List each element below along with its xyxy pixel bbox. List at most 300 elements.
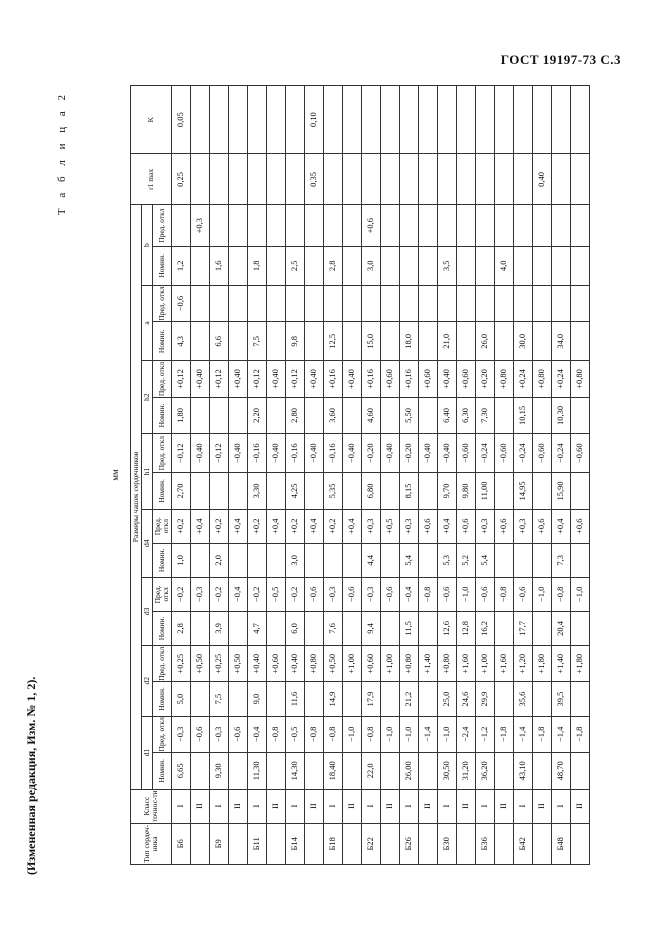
cell-an: 34,0 xyxy=(551,322,570,361)
cell-h2d: +0,16 xyxy=(399,361,418,398)
cell-b_dev xyxy=(456,205,475,246)
cell-k xyxy=(209,86,228,154)
cell-b_dev xyxy=(380,205,399,246)
cell-d3n: 17,7 xyxy=(513,611,532,645)
cell-h1n: 3,30 xyxy=(247,473,266,510)
cell-d1d: −0,8 xyxy=(323,716,342,753)
cell-h1n xyxy=(209,473,228,510)
cell-k xyxy=(399,86,418,154)
cell-type: Б18 xyxy=(323,823,342,864)
cell-an xyxy=(342,322,361,361)
cell-h2d: +0,20 xyxy=(475,361,494,398)
cell-a_dev xyxy=(190,285,209,322)
cell-h2d: +0,24 xyxy=(513,361,532,398)
table-row xyxy=(437,86,456,865)
table-row xyxy=(551,86,570,865)
cell-d4d: +0,6 xyxy=(570,509,589,543)
cell-h1n xyxy=(266,473,285,510)
cell-d3d: −0,2 xyxy=(285,577,304,611)
cell-d1d: −1,8 xyxy=(532,716,551,753)
cell-cls: I xyxy=(437,789,456,823)
cell-a_dev xyxy=(532,285,551,322)
cell-type: Б22 xyxy=(361,823,380,864)
units-label: мм xyxy=(110,469,120,481)
cell-cls: I xyxy=(513,789,532,823)
cell-h1d: −0,60 xyxy=(456,434,475,473)
cell-d3n xyxy=(570,611,589,645)
cell-a_dev xyxy=(342,285,361,322)
table-row xyxy=(209,86,228,865)
cell-b_dev xyxy=(513,205,532,246)
cell-cls: II xyxy=(494,789,513,823)
cell-d4d: +0,3 xyxy=(475,509,494,543)
cell-d3n xyxy=(418,611,437,645)
subheader-dev: Пред. откл xyxy=(152,645,171,682)
cell-h1n: 15,90 xyxy=(551,473,570,510)
cell-h1d: −0,12 xyxy=(209,434,228,473)
cell-a_dev xyxy=(494,285,513,322)
cell-d2n: 29,9 xyxy=(475,682,494,716)
cell-d2n: 14,9 xyxy=(323,682,342,716)
header-d3: d3 xyxy=(141,577,152,645)
cell-h1d: −0,20 xyxy=(399,434,418,473)
cell-d3d: −0,3 xyxy=(361,577,380,611)
cell-type xyxy=(570,823,589,864)
cell-a_dev xyxy=(399,285,418,322)
cell-h1n xyxy=(418,473,437,510)
cell-type xyxy=(228,823,247,864)
cell-d2n: 11,6 xyxy=(285,682,304,716)
cell-h2d: +0,40 xyxy=(266,361,285,398)
header-a: a xyxy=(141,285,152,360)
cell-bn xyxy=(513,246,532,285)
cell-d2d: +0,40 xyxy=(285,645,304,682)
cell-d3n: 3,9 xyxy=(209,611,228,645)
cell-d1n xyxy=(570,753,589,790)
subheader-nom: Номин. xyxy=(152,246,171,285)
cell-d4n: 5,4 xyxy=(475,543,494,577)
table-row xyxy=(228,86,247,865)
cell-h2n xyxy=(494,397,513,434)
cell-b_dev: +0,3 xyxy=(190,205,209,246)
cell-h2d: +0,80 xyxy=(570,361,589,398)
cell-d1n: 11,30 xyxy=(247,753,266,790)
cell-an: 9,8 xyxy=(285,322,304,361)
cell-d1n xyxy=(304,753,323,790)
cell-type: Б30 xyxy=(437,823,456,864)
cell-d4n xyxy=(323,543,342,577)
cell-cls: I xyxy=(399,789,418,823)
cell-r xyxy=(190,154,209,205)
cell-d3d: −0,6 xyxy=(304,577,323,611)
cell-k xyxy=(361,86,380,154)
cell-d3d: −0,6 xyxy=(342,577,361,611)
cell-d2d: +1,40 xyxy=(418,645,437,682)
cell-bn: 1,2 xyxy=(171,246,190,285)
cell-a_dev xyxy=(323,285,342,322)
cell-an xyxy=(304,322,323,361)
cell-an xyxy=(228,322,247,361)
cell-b_dev xyxy=(418,205,437,246)
cell-k xyxy=(532,86,551,154)
cell-h2n: 1,80 xyxy=(171,397,190,434)
cell-a_dev xyxy=(418,285,437,322)
subheader-nom: Номин. xyxy=(152,682,171,716)
table-row xyxy=(456,86,475,865)
cell-b_dev xyxy=(551,205,570,246)
cell-d4n: 5,3 xyxy=(437,543,456,577)
cell-bn: 3,0 xyxy=(361,246,380,285)
cell-k: 0,05 xyxy=(171,86,190,154)
cell-r xyxy=(342,154,361,205)
cell-d2d: +0,25 xyxy=(209,645,228,682)
cell-type xyxy=(456,823,475,864)
cell-h2d: +0,60 xyxy=(418,361,437,398)
cell-h1d: −0,40 xyxy=(266,434,285,473)
cell-d4d: +0,4 xyxy=(551,509,570,543)
cell-d1d: −0,8 xyxy=(266,716,285,753)
cell-d4d: +0,2 xyxy=(285,509,304,543)
cell-d4n xyxy=(304,543,323,577)
cell-d2n xyxy=(380,682,399,716)
cell-d2n xyxy=(190,682,209,716)
table-row xyxy=(513,86,532,865)
cell-an: 6,6 xyxy=(209,322,228,361)
cell-b_dev xyxy=(532,205,551,246)
cell-h2n xyxy=(342,397,361,434)
cell-d2d: +1,80 xyxy=(570,645,589,682)
cell-an xyxy=(456,322,475,361)
cell-d4n xyxy=(380,543,399,577)
cell-r xyxy=(551,154,570,205)
cell-a_dev xyxy=(304,285,323,322)
cell-h1n xyxy=(380,473,399,510)
cell-bn xyxy=(380,246,399,285)
cell-d4d: +0,2 xyxy=(171,509,190,543)
cell-an xyxy=(418,322,437,361)
cell-an: 26,0 xyxy=(475,322,494,361)
cell-r xyxy=(570,154,589,205)
cell-d1d: −1,4 xyxy=(513,716,532,753)
cell-h2n: 2,20 xyxy=(247,397,266,434)
table-row xyxy=(361,86,380,865)
cell-bn: 1,6 xyxy=(209,246,228,285)
cell-d4n xyxy=(247,543,266,577)
cell-d4n: 5,4 xyxy=(399,543,418,577)
cell-h1n: 5,35 xyxy=(323,473,342,510)
cell-d4d: +0,6 xyxy=(418,509,437,543)
cell-k xyxy=(380,86,399,154)
cell-cls: I xyxy=(323,789,342,823)
cell-cls: I xyxy=(285,789,304,823)
cell-d1n: 9,30 xyxy=(209,753,228,790)
cell-d1d: −1,8 xyxy=(570,716,589,753)
cell-d2d: +1,00 xyxy=(342,645,361,682)
cell-type xyxy=(418,823,437,864)
cell-cls: I xyxy=(247,789,266,823)
cell-k xyxy=(228,86,247,154)
cell-d2d: +1,60 xyxy=(494,645,513,682)
dimensions-table xyxy=(130,85,590,865)
cell-a_dev xyxy=(475,285,494,322)
cell-h1n xyxy=(494,473,513,510)
cell-d3d: −1,0 xyxy=(532,577,551,611)
cell-h1d: −0,40 xyxy=(304,434,323,473)
cell-d3d: −0,8 xyxy=(494,577,513,611)
cell-d3d: −0,6 xyxy=(380,577,399,611)
cell-d2n: 7,5 xyxy=(209,682,228,716)
cell-d2n: 25,0 xyxy=(437,682,456,716)
cell-type xyxy=(342,823,361,864)
cell-d2d: +0,50 xyxy=(190,645,209,682)
cell-h1d: −0,16 xyxy=(247,434,266,473)
cell-k: 0,10 xyxy=(304,86,323,154)
cell-b_dev xyxy=(475,205,494,246)
cell-a_dev xyxy=(437,285,456,322)
cell-k xyxy=(418,86,437,154)
subheader-nom: Номин. xyxy=(152,322,171,361)
cell-d2d: +0,80 xyxy=(437,645,456,682)
cell-cls: II xyxy=(190,789,209,823)
cell-d1n xyxy=(190,753,209,790)
cell-h2n xyxy=(570,397,589,434)
cell-d1d: −0,6 xyxy=(228,716,247,753)
cell-d2d: +1,80 xyxy=(532,645,551,682)
cell-h2d: +0,24 xyxy=(551,361,570,398)
header-d4: d4 xyxy=(141,509,152,577)
cell-k xyxy=(494,86,513,154)
cell-bn: 4,0 xyxy=(494,246,513,285)
cell-d4d: +0,3 xyxy=(513,509,532,543)
cell-d2d: +0,60 xyxy=(266,645,285,682)
cell-h2d: +0,12 xyxy=(209,361,228,398)
cell-h1d: −0,60 xyxy=(532,434,551,473)
cell-d3n: 20,4 xyxy=(551,611,570,645)
cell-h1d: −0,24 xyxy=(475,434,494,473)
cell-b_dev xyxy=(494,205,513,246)
cell-h1n: 8,15 xyxy=(399,473,418,510)
cell-d1d: −2,4 xyxy=(456,716,475,753)
cell-r xyxy=(437,154,456,205)
cell-type xyxy=(494,823,513,864)
cell-h2n: 2,80 xyxy=(285,397,304,434)
cell-h1d: −0,24 xyxy=(513,434,532,473)
cell-h2d: +0,12 xyxy=(247,361,266,398)
header-k: K xyxy=(131,86,172,154)
cell-d1n xyxy=(342,753,361,790)
table-row xyxy=(304,86,323,865)
cell-d1d: −0,3 xyxy=(171,716,190,753)
cell-d3d: −0,3 xyxy=(190,577,209,611)
cell-d3n: 4,7 xyxy=(247,611,266,645)
header-cup-sizes: Размеры чашек сердечников xyxy=(131,205,142,789)
cell-cls: I xyxy=(209,789,228,823)
cell-bn: 1,8 xyxy=(247,246,266,285)
cell-k xyxy=(437,86,456,154)
cell-an: 7,5 xyxy=(247,322,266,361)
cell-bn xyxy=(475,246,494,285)
cell-b_dev xyxy=(570,205,589,246)
cell-an xyxy=(494,322,513,361)
cell-d4d: +0,3 xyxy=(361,509,380,543)
cell-bn xyxy=(342,246,361,285)
cell-a_dev: −0,6 xyxy=(171,285,190,322)
cell-a_dev xyxy=(513,285,532,322)
cell-h2n: 10,15 xyxy=(513,397,532,434)
cell-d3d: −0,4 xyxy=(228,577,247,611)
cell-bn xyxy=(190,246,209,285)
cell-d2d: +0,50 xyxy=(323,645,342,682)
cell-h2d: +0,16 xyxy=(361,361,380,398)
subheader-dev: Пред. откл xyxy=(152,285,171,322)
cell-h2n xyxy=(266,397,285,434)
cell-cls: II xyxy=(570,789,589,823)
cell-d4d: +0,6 xyxy=(532,509,551,543)
cell-r xyxy=(285,154,304,205)
cell-d2n xyxy=(342,682,361,716)
cell-k xyxy=(456,86,475,154)
cell-d2n: 35,6 xyxy=(513,682,532,716)
cell-d4d: +0,4 xyxy=(342,509,361,543)
cell-h1d: −0,24 xyxy=(551,434,570,473)
cell-d1n xyxy=(532,753,551,790)
cell-d4d: +0,5 xyxy=(380,509,399,543)
cell-d2n: 17,9 xyxy=(361,682,380,716)
cell-bn xyxy=(399,246,418,285)
cell-bn xyxy=(456,246,475,285)
header-type: Тип сердеч-ника xyxy=(131,823,172,864)
cell-d2d: +1,40 xyxy=(551,645,570,682)
cell-b_dev xyxy=(342,205,361,246)
cell-d1n: 22,0 xyxy=(361,753,380,790)
cell-d2n xyxy=(304,682,323,716)
table-row xyxy=(266,86,285,865)
cell-cls: II xyxy=(418,789,437,823)
cell-cls: I xyxy=(551,789,570,823)
cell-r xyxy=(513,154,532,205)
cell-h1n xyxy=(570,473,589,510)
cell-a_dev xyxy=(266,285,285,322)
cell-b_dev xyxy=(247,205,266,246)
cell-a_dev xyxy=(361,285,380,322)
cell-type: Б48 xyxy=(551,823,570,864)
cell-d3n: 6,0 xyxy=(285,611,304,645)
cell-cls: II xyxy=(228,789,247,823)
cell-d1n: 48,70 xyxy=(551,753,570,790)
cell-a_dev xyxy=(456,285,475,322)
cell-d4d: +0,4 xyxy=(190,509,209,543)
cell-d1n: 26,00 xyxy=(399,753,418,790)
cell-d4n: 7,3 xyxy=(551,543,570,577)
cell-cls: II xyxy=(342,789,361,823)
cell-d1d: −1,4 xyxy=(418,716,437,753)
cell-b_dev xyxy=(437,205,456,246)
cell-d1d: −1,4 xyxy=(551,716,570,753)
cell-d2d: +0,60 xyxy=(361,645,380,682)
table-row xyxy=(494,86,513,865)
cell-r xyxy=(323,154,342,205)
cell-h1n: 14,95 xyxy=(513,473,532,510)
cell-d1n: 36,20 xyxy=(475,753,494,790)
cell-h1d: −0,16 xyxy=(285,434,304,473)
cell-d2d: +0,25 xyxy=(171,645,190,682)
cell-bn: 2,5 xyxy=(285,246,304,285)
cell-d4d: +0,4 xyxy=(437,509,456,543)
cell-bn xyxy=(532,246,551,285)
cell-d4n xyxy=(494,543,513,577)
cell-d1d: −1,0 xyxy=(380,716,399,753)
cell-h2d: +0,12 xyxy=(171,361,190,398)
cell-h2n xyxy=(532,397,551,434)
cell-d2n xyxy=(266,682,285,716)
table-row xyxy=(532,86,551,865)
cell-type: Б26 xyxy=(399,823,418,864)
cell-d4n: 2,0 xyxy=(209,543,228,577)
cell-d1d: −1,0 xyxy=(342,716,361,753)
cell-d3d: −0,6 xyxy=(475,577,494,611)
cell-d4n xyxy=(190,543,209,577)
cell-d3n xyxy=(494,611,513,645)
cell-d1n: 18,40 xyxy=(323,753,342,790)
cell-d4d: +0,3 xyxy=(399,509,418,543)
cell-bn xyxy=(570,246,589,285)
cell-h1d: −0,40 xyxy=(228,434,247,473)
cell-r xyxy=(494,154,513,205)
cell-h1d: −0,40 xyxy=(418,434,437,473)
cell-d4n xyxy=(266,543,285,577)
cell-cls: I xyxy=(475,789,494,823)
cell-d2n xyxy=(532,682,551,716)
cell-d1d: −1,0 xyxy=(399,716,418,753)
cell-type: Б11 xyxy=(247,823,266,864)
cell-bn xyxy=(551,246,570,285)
cell-d2d: +0,80 xyxy=(399,645,418,682)
cell-d2n xyxy=(228,682,247,716)
subheader-nom: Номин. xyxy=(152,397,171,434)
cell-h1n xyxy=(342,473,361,510)
cell-a_dev xyxy=(380,285,399,322)
cell-r xyxy=(266,154,285,205)
table-row xyxy=(323,86,342,865)
cell-d4d: +0,4 xyxy=(304,509,323,543)
cell-d4n xyxy=(570,543,589,577)
header-d2: d2 xyxy=(141,645,152,716)
cell-h2n: 10,30 xyxy=(551,397,570,434)
cell-b_dev xyxy=(304,205,323,246)
cell-d3d: −0,5 xyxy=(266,577,285,611)
cell-h1n: 9,80 xyxy=(456,473,475,510)
cell-an xyxy=(532,322,551,361)
cell-d4n xyxy=(418,543,437,577)
table-title: Т а б л и ц а 2 xyxy=(56,91,68,216)
cell-h2d: +0,12 xyxy=(285,361,304,398)
cell-d2d: +1,00 xyxy=(380,645,399,682)
cell-h1d: −0,40 xyxy=(190,434,209,473)
cell-d1d: −1,2 xyxy=(475,716,494,753)
cell-h1d: −0,16 xyxy=(323,434,342,473)
cell-d3d: −0,6 xyxy=(513,577,532,611)
cell-h2d: +0,40 xyxy=(304,361,323,398)
header-rmax: r1 max xyxy=(131,154,172,205)
table-row xyxy=(380,86,399,865)
cell-d4d: +0,4 xyxy=(228,509,247,543)
cell-r: 0,25 xyxy=(171,154,190,205)
cell-a_dev xyxy=(209,285,228,322)
cell-a_dev xyxy=(228,285,247,322)
cell-h2d: +0,60 xyxy=(456,361,475,398)
cell-d3n: 12,8 xyxy=(456,611,475,645)
cell-b_dev xyxy=(228,205,247,246)
